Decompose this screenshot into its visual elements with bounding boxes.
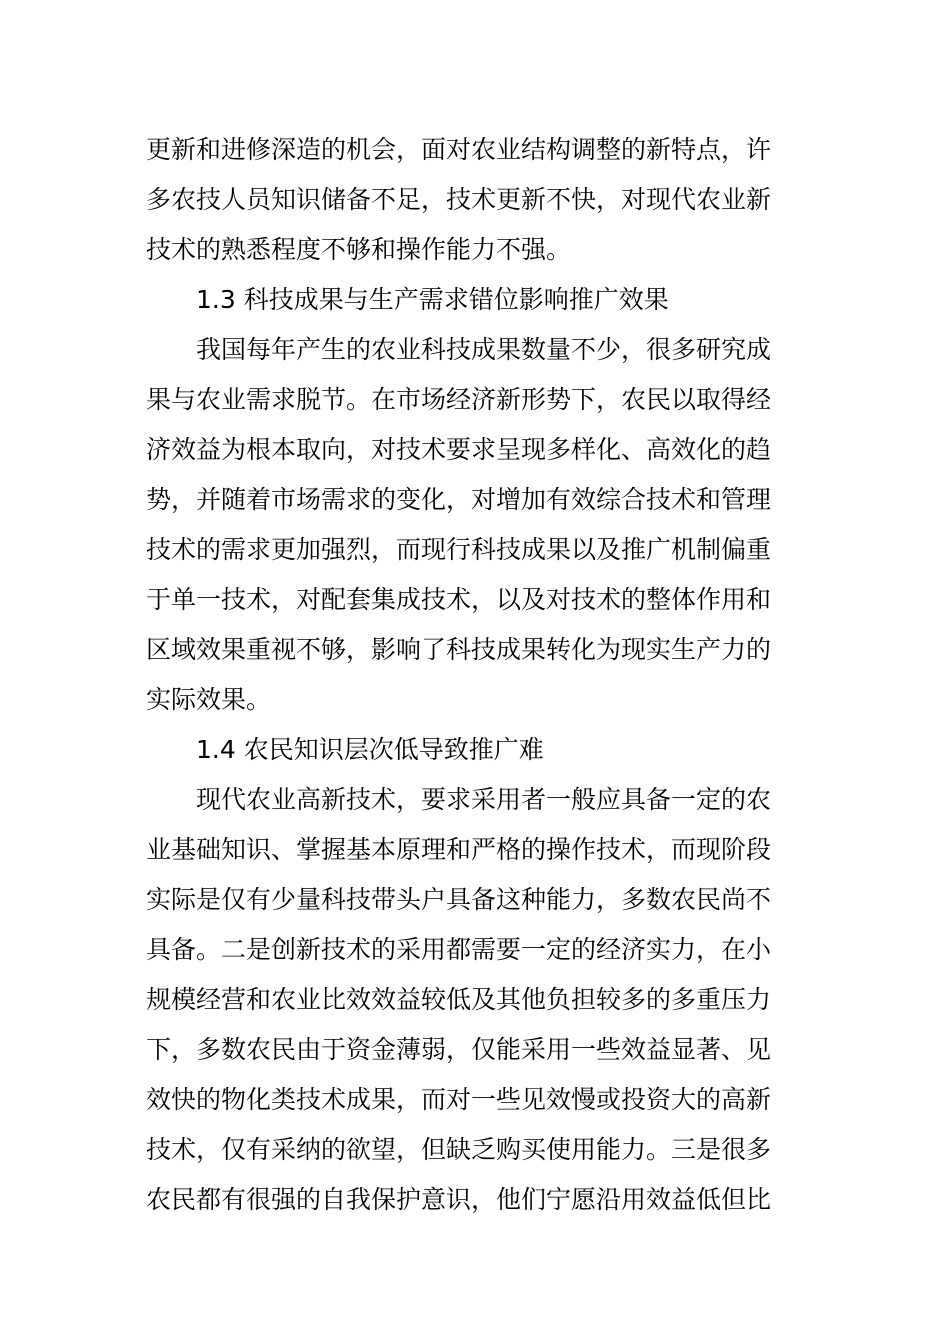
section-heading-1-4: 1.4 农民知识层次低导致推广难 [196, 735, 544, 764]
paragraph-2-line-2: 果与农业需求脱节。在市场经济新形势下，农民以取得经 [146, 385, 772, 414]
paragraph-3-line-5: 规模经营和农业比效效益较低及其他负担较多的多重压力 [146, 985, 772, 1014]
paragraph-3-line-6: 下，多数农民由于资金薄弱，仅能采用一些效益显著、见 [146, 1035, 772, 1064]
paragraph-2-line-4: 势，并随着市场需求的变化，对增加有效综合技术和管理 [146, 485, 772, 514]
paragraph-3-line-7: 效快的物化类技术成果，而对一些见效慢或投资大的高新 [146, 1085, 772, 1114]
paragraph-2-line-1: 我国每年产生的农业科技成果数量不少，很多研究成 [196, 335, 772, 364]
paragraph-2-line-7: 区域效果重视不够，影响了科技成果转化为现实生产力的 [146, 635, 772, 664]
paragraph-1-line-1: 更新和进修深造的机会，面对农业结构调整的新特点，许 [146, 135, 772, 164]
paragraph-2-line-6: 于单一技术，对配套集成技术，以及对技术的整体作用和 [146, 585, 772, 614]
paragraph-3-line-2: 业基础知识、掌握基本原理和严格的操作技术，而现阶段 [146, 835, 772, 864]
paragraph-2-line-5: 技术的需求更加强烈，而现行科技成果以及推广机制偏重 [146, 535, 772, 564]
section-heading-1-3: 1.3 科技成果与生产需求错位影响推广效果 [196, 285, 669, 314]
paragraph-3-line-1: 现代农业高新技术，要求采用者一般应具备一定的农 [196, 785, 772, 814]
paragraph-2-line-3: 济效益为根本取向，对技术要求呈现多样化、高效化的趋 [146, 435, 772, 464]
paragraph-3-line-4: 具备。二是创新技术的采用都需要一定的经济实力，在小 [146, 935, 772, 964]
paragraph-3-line-3: 实际是仅有少量科技带头户具备这种能力，多数农民尚不 [146, 885, 772, 914]
paragraph-3-line-9: 农民都有很强的自我保护意识，他们宁愿沿用效益低但比 [146, 1185, 772, 1214]
paragraph-3-line-8: 技术，仅有采纳的欲望，但缺乏购买使用能力。三是很多 [146, 1135, 772, 1164]
paragraph-1-line-3: 技术的熟悉程度不够和操作能力不强。 [146, 235, 572, 264]
paragraph-1-line-2: 多农技人员知识储备不足，技术更新不快，对现代农业新 [146, 185, 772, 214]
paragraph-2-line-8: 实际效果。 [146, 685, 272, 714]
